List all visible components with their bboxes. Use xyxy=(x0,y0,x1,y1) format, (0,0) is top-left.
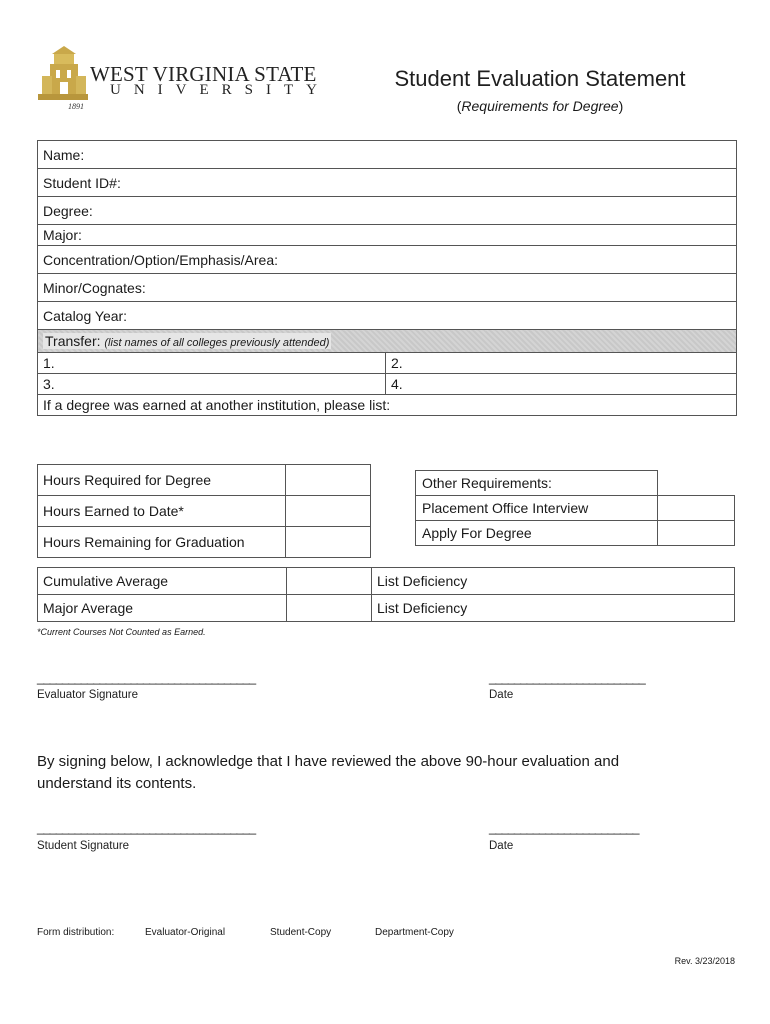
hours-remaining-label: Hours Remaining for Graduation xyxy=(38,527,286,558)
evaluator-signature-line[interactable]: ___________________________________ xyxy=(37,670,256,685)
evaluator-date-label: Date xyxy=(489,689,514,701)
transfer-header xyxy=(38,330,737,353)
hours-required-value[interactable] xyxy=(286,465,371,496)
other-requirements-title: Other Requirements: xyxy=(416,471,658,496)
student-date-label: Date xyxy=(489,840,514,852)
logo-year: 1891 xyxy=(68,102,84,111)
university-logo xyxy=(36,44,330,114)
deficiency-field-1[interactable]: List Deficiency xyxy=(372,568,735,595)
evaluator-signature-label: Evaluator Signature xyxy=(37,689,139,701)
apply-degree-value[interactable] xyxy=(658,521,735,546)
hours-earned-label: Hours Earned to Date* xyxy=(38,496,286,527)
distribution-department: Department-Copy xyxy=(375,927,454,938)
evaluator-date-line[interactable]: _________________________ xyxy=(489,670,645,685)
cumulative-average-value[interactable] xyxy=(287,568,372,595)
distribution-label: Form distribution: xyxy=(37,927,115,938)
student-date-line[interactable]: ________________________ xyxy=(489,820,639,835)
apply-degree-label: Apply For Degree xyxy=(416,521,658,546)
student-signature-line[interactable]: ___________________________________ xyxy=(37,820,256,835)
transfer-college-3[interactable]: 3. xyxy=(38,374,386,395)
hours-table xyxy=(37,464,371,558)
distribution-evaluator: Evaluator-Original xyxy=(145,927,226,938)
revision-date: Rev. 3/23/2018 xyxy=(674,956,735,966)
student-info-table xyxy=(37,140,737,416)
cumulative-average-label: Cumulative Average xyxy=(38,568,287,595)
acknowledgement-text: By signing below, I acknowledge that I have reviewed the above 90-hour evaluation and understand its contents. xyxy=(37,753,620,792)
catalog-year-field[interactable]: Catalog Year: xyxy=(38,302,737,330)
concentration-field[interactable]: Concentration/Option/Emphasis/Area: xyxy=(38,246,737,274)
logo-subtitle: UNIVERSITY xyxy=(110,82,330,98)
degree-field[interactable]: Degree: xyxy=(38,197,737,225)
student-signature-label: Student Signature xyxy=(37,840,130,852)
averages-table xyxy=(37,567,735,622)
major-average-label: Major Average xyxy=(38,595,287,622)
placement-interview-value[interactable] xyxy=(658,496,735,521)
other-requirements-table xyxy=(415,470,735,546)
logo-wordmark: WEST VIRGINIA STATE xyxy=(90,62,317,86)
transfer-note: (list names of all colleges previously attended) xyxy=(104,337,330,349)
minor-field[interactable]: Minor/Cognates: xyxy=(38,274,737,302)
distribution-student: Student-Copy xyxy=(270,927,332,938)
placement-interview-label: Placement Office Interview xyxy=(416,496,658,521)
other-degree-field[interactable]: If a degree was earned at another institution, please list: xyxy=(38,395,737,416)
deficiency-field-2[interactable]: List Deficiency xyxy=(372,595,735,622)
major-field[interactable]: Major: xyxy=(38,225,737,246)
footnote: *Current Courses Not Counted as Earned. xyxy=(37,627,206,637)
transfer-label: Transfer: xyxy=(45,333,101,349)
transfer-college-1[interactable]: 1. xyxy=(38,353,386,374)
hours-earned-value[interactable] xyxy=(286,496,371,527)
transfer-college-2[interactable]: 2. xyxy=(386,353,737,374)
hours-remaining-value[interactable] xyxy=(286,527,371,558)
page-title: Student Evaluation Statement xyxy=(394,66,686,91)
name-field[interactable]: Name: xyxy=(38,141,737,169)
major-average-value[interactable] xyxy=(287,595,372,622)
student-id-field[interactable]: Student ID#: xyxy=(38,169,737,197)
page-subtitle: (Requirements for Degree) xyxy=(456,98,624,114)
transfer-college-4[interactable]: 4. xyxy=(386,374,737,395)
hours-required-label: Hours Required for Degree xyxy=(38,465,286,496)
